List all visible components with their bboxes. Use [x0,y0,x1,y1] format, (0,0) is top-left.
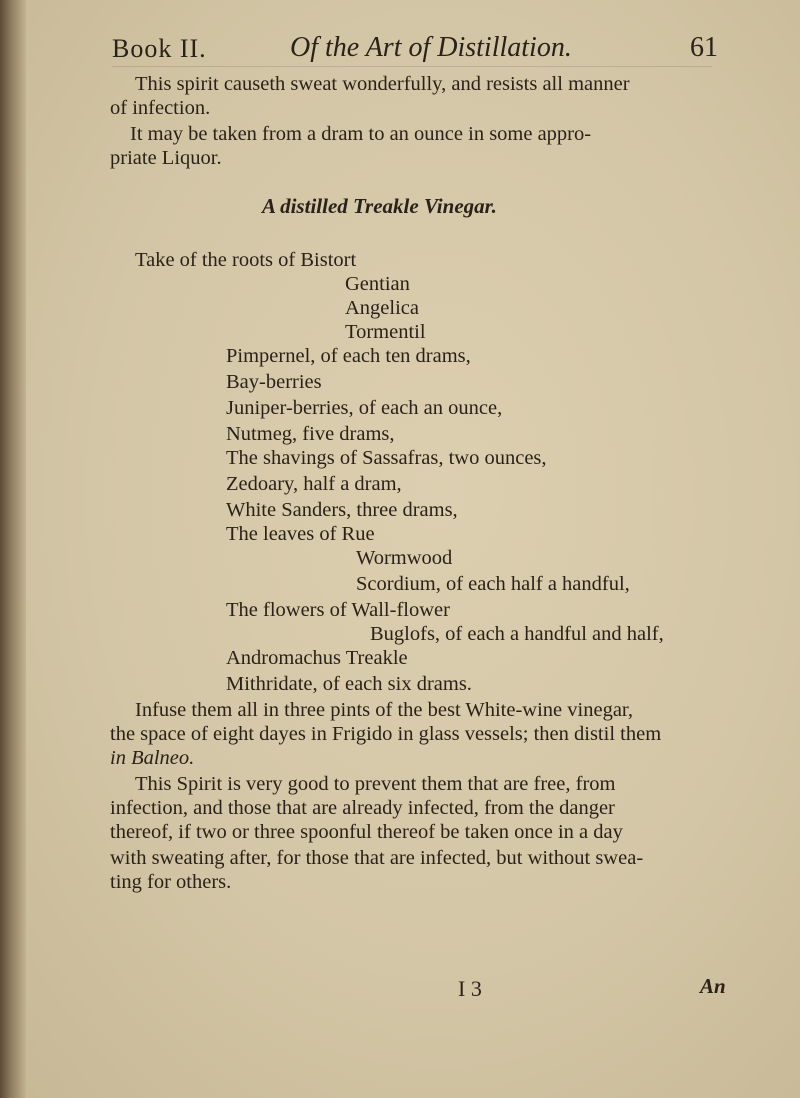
running-head-title: Of the Art of Distillation. [290,32,572,63]
method-line: the space of eight dayes in Frigido in glass vessels; then distil them [110,723,662,745]
ingredient-line: Scordium, of each half a handful, [356,573,630,595]
virtue-line: infection, and those that are already infected, from the danger [110,797,615,819]
page-number: 61 [690,32,718,63]
ingredient-line: The flowers of Wall-flower [226,599,450,621]
virtue-line: thereof, if two or three spoonful thereof be taken once in a day [110,821,623,843]
running-head-book: Book II. [112,34,207,63]
ingredient-line: Angelica [345,297,419,319]
ingredient-line: The leaves of Rue [226,523,375,545]
ingredient-line: Gentian [345,273,410,295]
intro-line: It may be taken from a dram to an ounce in some appro- [130,123,592,145]
ingredient-line: Wormwood [356,547,453,569]
recipe-title: A distilled Treakle Vinegar. [262,194,497,218]
intro-line: priate Liquor. [110,147,222,169]
method-line: Infuse them all in three pints of the best White-wine vinegar, [135,699,634,721]
ingredient-line: Buglofs, of each a handful and half, [370,623,664,645]
ingredient-line: Andromachus Treakle [226,647,408,669]
catchword: An [700,974,726,998]
ingredient-line: Bay-berries [226,371,322,393]
intro-line: This spirit causeth sweat wonderfully, and resists all manner [135,73,630,95]
intro-line: of infection. [110,97,211,119]
ingredient-line: Nutmeg, five drams, [226,423,395,445]
ingredient-line: Juniper-berries, of each an ounce, [226,397,503,419]
header-rule [112,66,712,67]
virtue-line: ting for others. [110,871,232,893]
signature-mark: I 3 [458,976,482,1001]
ingredient-line: The shavings of Sassafras, two ounces, [226,447,547,469]
virtue-line: This Spirit is very good to prevent them that are free, from [135,773,616,795]
binding-gutter [0,0,26,1098]
ingredient-line: Pimpernel, of each ten drams, [226,345,471,367]
ingredient-line: Mithridate, of each six drams. [226,673,472,695]
ingredient-line: White Sanders, three drams, [226,499,458,521]
ingredient-line: Take of the roots of Bistort [135,249,357,271]
method-line: in Balneo. [110,747,195,769]
virtue-line: with sweating after, for those that are infected, but without swea- [110,847,644,869]
ingredient-line: Zedoary, half a dram, [226,473,402,495]
ingredient-line: Tormentil [345,321,426,343]
